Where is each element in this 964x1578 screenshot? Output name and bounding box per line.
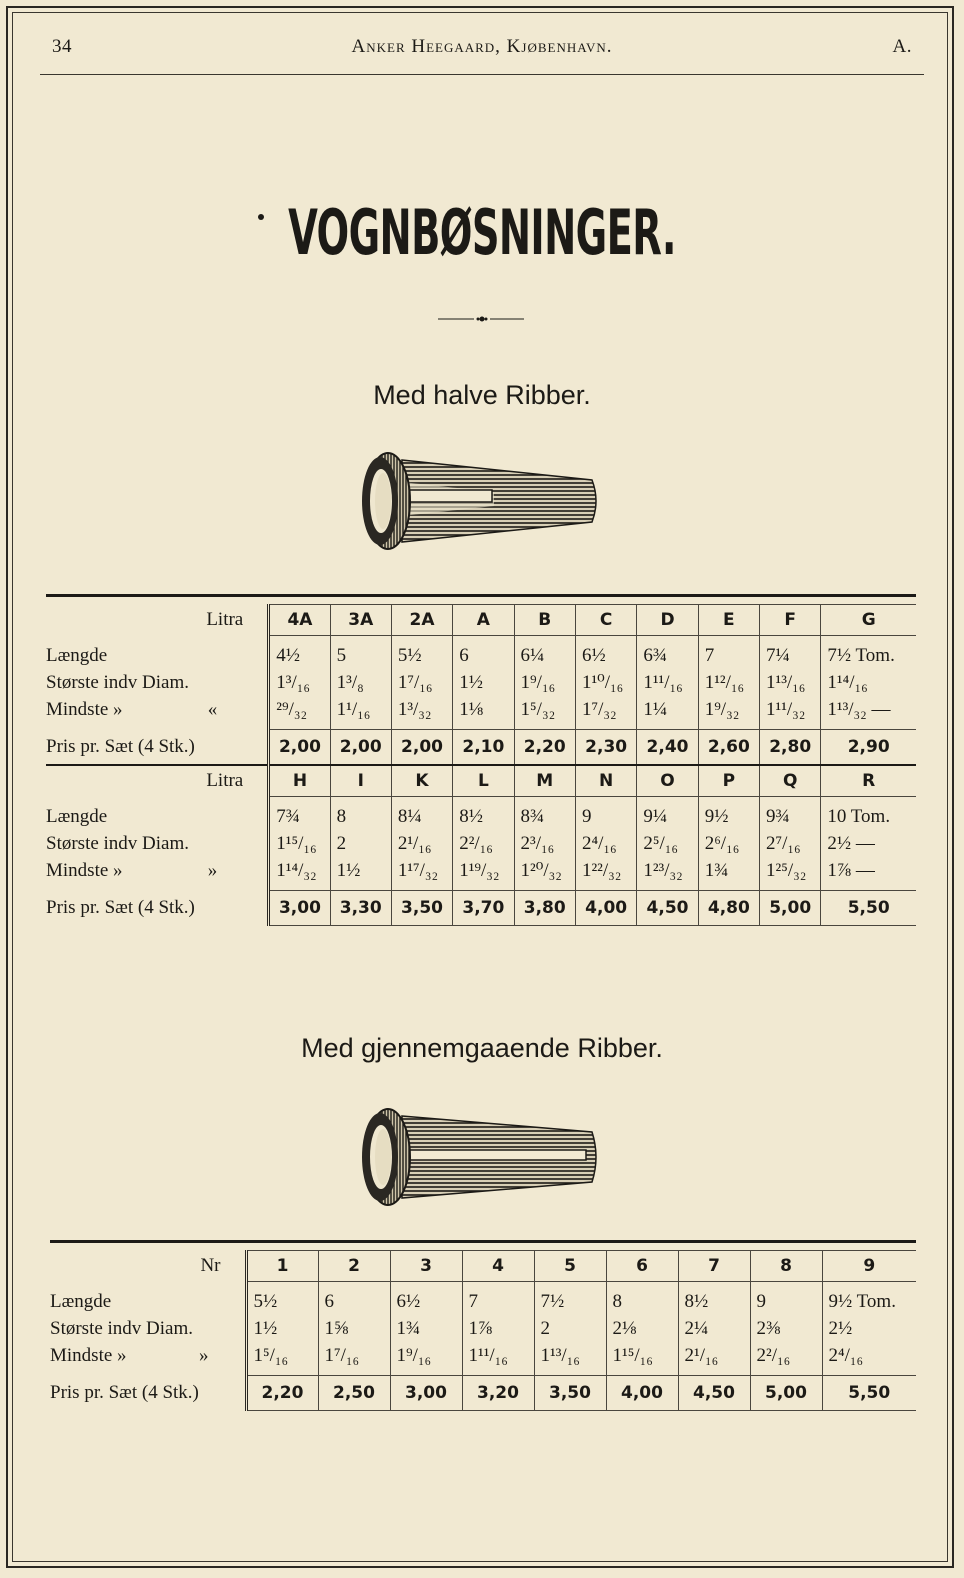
mindste-cell: 2²/₁₆ (750, 1342, 822, 1369)
laengde-cell: 8 (330, 803, 391, 830)
table-half-ribs (46, 604, 916, 926)
laengde-row (46, 642, 916, 669)
storste-row (46, 669, 916, 696)
litra-cell: B (514, 605, 575, 636)
row-label-mindste (46, 696, 269, 723)
laengde-cell: 9¼ (637, 803, 698, 830)
laengde-row (50, 1288, 916, 1315)
laengde-cell: 8½ (453, 803, 514, 830)
pris-cell: 2,50 (318, 1376, 390, 1411)
storste-cell: 1⅞ (462, 1315, 534, 1342)
mindste-row (46, 696, 916, 723)
storste-cell: 2⅛ (606, 1315, 678, 1342)
laengde-cell: 7 (462, 1288, 534, 1315)
storste-cell: 2½ (822, 1315, 916, 1342)
mindste-cell: 1²²/₃₂ (575, 857, 636, 884)
storste-cell: 2¼ (678, 1315, 750, 1342)
mindste-label-text: Mindste » (46, 698, 123, 720)
mindste-row (46, 857, 916, 884)
litra-cell: O (637, 765, 698, 797)
header-rule (40, 74, 924, 75)
pris-cell: 5,00 (750, 1376, 822, 1411)
litra-cell: H (269, 765, 330, 797)
storste-row (50, 1315, 916, 1342)
mindste-cell: 1¹⁹/₃₂ (453, 857, 514, 884)
laengde-cell: 9 (750, 1288, 822, 1315)
storste-cell: 1⁹/₁₆ (514, 669, 575, 696)
pris-cell: 3,80 (514, 891, 575, 926)
storste-cell: 2 (330, 830, 391, 857)
section1-title: Med halve Ribber. (373, 380, 591, 410)
mindste-label-mark: » (207, 859, 218, 881)
pris-cell: 2,30 (575, 730, 636, 766)
mindste-cell: 1⁷/₁₆ (318, 1342, 390, 1369)
pris-cell: 2,00 (330, 730, 391, 766)
mindste-label-mark: » (199, 1344, 209, 1366)
litra-cell: C (575, 605, 636, 636)
pris-cell: 2,20 (246, 1376, 318, 1411)
page-number: 34 (52, 36, 72, 57)
laengde-cell: 7 (698, 642, 759, 669)
laengde-cell: 5½ (246, 1288, 318, 1315)
laengde-cell: 7½ Tom. (821, 642, 916, 669)
laengde-cell: 9¾ (760, 803, 821, 830)
mindste-cell: 1¹¹/₁₆ (462, 1342, 534, 1369)
page-title: VOGNBØSNINGER. (288, 196, 676, 269)
litra-cell: E (698, 605, 759, 636)
storste-cell: 1⅝ (318, 1315, 390, 1342)
row-label-laengde: Længde (46, 644, 108, 666)
mindste-cell: 1¹³/₁₆ (534, 1342, 606, 1369)
table-full-ribs (50, 1250, 916, 1411)
laengde-cell: 7¾ (269, 803, 330, 830)
laengde-cell: 9½ (698, 803, 759, 830)
mindste-cell: 2⁴/₁₆ (822, 1342, 916, 1369)
mindste-cell: 1¼ (637, 696, 698, 723)
pris-cell: 5,50 (821, 891, 916, 926)
nr-cell: 2 (318, 1251, 390, 1282)
section2-title: Med gjennemgaaende Ribber. (301, 1033, 663, 1063)
litra-cell: D (637, 605, 698, 636)
storste-cell: 1¹⁰/₁₆ (575, 669, 636, 696)
row-label-laengde: Længde (50, 1290, 112, 1312)
pris-cell: 4,50 (637, 891, 698, 926)
storste-cell: 1¹⁴/₁₆ (821, 669, 916, 696)
row-label-nr: Nr (200, 1255, 221, 1276)
litra-cell: R (821, 765, 916, 797)
mindste-cell: 1²⁵/₃₂ (760, 857, 821, 884)
nr-cell: 4 (462, 1251, 534, 1282)
litra-cell: A (453, 605, 514, 636)
laengde-cell: 10 Tom. (821, 803, 916, 830)
nr-cell: 5 (534, 1251, 606, 1282)
pris-cell: 2,20 (514, 730, 575, 766)
storste-cell: 1½ (246, 1315, 318, 1342)
row-label-litra: Litra (46, 765, 269, 797)
pris-row (50, 1376, 916, 1411)
litra-row (46, 765, 916, 797)
mindste-cell: 1¹¹/₃₂ (760, 696, 821, 723)
pris-cell: 3,50 (391, 891, 452, 926)
mindste-cell: 1²³/₃₂ (637, 857, 698, 884)
laengde-cell: 5 (330, 642, 391, 669)
mindste-cell: 1⁹/₁₆ (390, 1342, 462, 1369)
row-label-pris: Pris pr. Sæt (4 Stk.) (46, 735, 195, 757)
pris-cell: 4,00 (606, 1376, 678, 1411)
litra-cell: 4A (269, 605, 330, 636)
pris-cell: 2,10 (453, 730, 514, 766)
storste-cell: 2 (534, 1315, 606, 1342)
laengde-cell: 6 (318, 1288, 390, 1315)
laengde-cell: 6½ (575, 642, 636, 669)
mindste-cell: 2¹/₁₆ (678, 1342, 750, 1369)
row-label-pris: Pris pr. Sæt (4 Stk.) (46, 897, 195, 918)
mindste-cell: 1¹⁴/₃₂ (269, 857, 330, 884)
storste-cell: 1¹³/₁₆ (760, 669, 821, 696)
laengde-cell: 5½ (391, 642, 452, 669)
storste-cell: 2⅜ (750, 1315, 822, 1342)
mindste-cell: 1⁵/₃₂ (514, 696, 575, 723)
storste-cell: 2⁵/₁₆ (637, 830, 698, 857)
litra-cell: 3A (330, 605, 391, 636)
table2-top-rule (50, 1240, 916, 1243)
nr-cell: 9 (822, 1251, 916, 1282)
litra-cell: 2A (391, 605, 452, 636)
pris-cell: 2,90 (821, 730, 916, 766)
pris-cell: 2,00 (391, 730, 452, 766)
mindste-cell: 1¹⁵/₁₆ (606, 1342, 678, 1369)
pris-cell: 4,50 (678, 1376, 750, 1411)
storste-cell: 2¹/₁₆ (391, 830, 452, 857)
row-label-mindste (50, 1342, 246, 1369)
storste-cell: 1³/₈ (330, 669, 391, 696)
pris-cell: 2,80 (760, 730, 821, 766)
mindste-cell: 1⅞ — (821, 857, 916, 884)
mindste-cell: 1¹⁷/₃₂ (391, 857, 452, 884)
storste-row (46, 830, 916, 857)
mindste-label-text: Mindste » (46, 859, 123, 881)
laengde-cell: 8 (606, 1288, 678, 1315)
laengde-cell: 6 (453, 642, 514, 669)
litra-row (46, 605, 916, 636)
laengde-cell: 7¼ (760, 642, 821, 669)
mindste-cell: 1²⁰/₃₂ (514, 857, 575, 884)
storste-cell: 1³/₁₆ (269, 669, 330, 696)
mindste-cell: 1¹/₁₆ (330, 696, 391, 723)
laengde-cell: 8½ (678, 1288, 750, 1315)
litra-cell: F (760, 605, 821, 636)
storste-cell: 2³/₁₆ (514, 830, 575, 857)
nr-cell: 1 (246, 1251, 318, 1282)
laengde-cell: 4½ (269, 642, 330, 669)
row-label-laengde: Længde (46, 805, 108, 827)
pris-cell: 3,30 (330, 891, 391, 926)
mindste-cell: 1¾ (698, 857, 759, 884)
pris-cell: 2,40 (637, 730, 698, 766)
laengde-cell: 9½ Tom. (822, 1288, 916, 1315)
nr-row (50, 1251, 916, 1282)
laengde-row (46, 803, 916, 830)
litra-cell: I (330, 765, 391, 797)
mindste-cell: 1¹³/₃₂ — (821, 696, 916, 723)
nr-cell: 3 (390, 1251, 462, 1282)
storste-cell: 2²/₁₆ (453, 830, 514, 857)
row-label-storste: Største indv Diam. (46, 832, 190, 854)
row-label-mindste (46, 857, 269, 884)
laengde-cell: 6¾ (637, 642, 698, 669)
mindste-cell: 1⅛ (453, 696, 514, 723)
mindste-row (50, 1342, 916, 1369)
table1-top-rule (46, 594, 916, 597)
storste-cell: 2⁷/₁₆ (760, 830, 821, 857)
mindste-cell: 1³/₃₂ (391, 696, 452, 723)
pris-cell: 3,00 (390, 1376, 462, 1411)
pris-cell: 5,50 (822, 1376, 916, 1411)
row-label-storste: Største indv Diam. (50, 1317, 194, 1339)
bushing-half-ribs-illustration (354, 446, 606, 556)
mindste-cell: 1⁵/₁₆ (246, 1342, 318, 1369)
laengde-cell: 8¼ (391, 803, 452, 830)
laengde-cell: 8¾ (514, 803, 575, 830)
mindste-label-text: Mindste » (50, 1344, 127, 1366)
pris-cell: 2,00 (269, 730, 330, 766)
litra-cell: N (575, 765, 636, 797)
mindste-cell: 1⁹/₃₂ (698, 696, 759, 723)
storste-cell: 1¾ (390, 1315, 462, 1342)
mindste-label-mark: « (207, 698, 218, 720)
section-letter: A. (892, 36, 912, 57)
storste-cell: 2⁶/₁₆ (698, 830, 759, 857)
storste-cell: 1⁷/₁₆ (391, 669, 452, 696)
laengde-cell: 9 (575, 803, 636, 830)
litra-cell: M (514, 765, 575, 797)
pris-cell: 5,00 (760, 891, 821, 926)
nr-cell: 6 (606, 1251, 678, 1282)
storste-cell: 1½ (453, 669, 514, 696)
pris-cell: 3,20 (462, 1376, 534, 1411)
nr-cell: 7 (678, 1251, 750, 1282)
storste-cell: 1¹¹/₁₆ (637, 669, 698, 696)
pris-cell: 4,80 (698, 891, 759, 926)
row-label-pris: Pris pr. Sæt (4 Stk.) (50, 1382, 199, 1403)
publisher-header: Anker Heegaard, Kjøbenhavn. (351, 36, 613, 57)
bushing-full-ribs-illustration (354, 1102, 606, 1212)
storste-cell: 2⁴/₁₆ (575, 830, 636, 857)
pris-row (46, 730, 916, 766)
row-label-litra: Litra (206, 609, 244, 630)
litra-cell: G (821, 605, 916, 636)
litra-cell: P (698, 765, 759, 797)
mindste-cell: 1½ (330, 857, 391, 884)
pris-cell: 4,00 (575, 891, 636, 926)
row-label-storste: Største indv Diam. (46, 671, 190, 693)
litra-cell: K (391, 765, 452, 797)
litra-cell: Q (760, 765, 821, 797)
laengde-cell: 7½ (534, 1288, 606, 1315)
pris-cell: 2,60 (698, 730, 759, 766)
mindste-cell: ²⁹/₃₂ (269, 696, 330, 723)
litra-cell: L (453, 765, 514, 797)
mindste-cell: 1⁷/₃₂ (575, 696, 636, 723)
storste-cell: 2½ — (821, 830, 916, 857)
nr-cell: 8 (750, 1251, 822, 1282)
laengde-cell: 6¼ (514, 642, 575, 669)
pris-cell: 3,70 (453, 891, 514, 926)
pris-cell: 3,50 (534, 1376, 606, 1411)
laengde-cell: 6½ (390, 1288, 462, 1315)
pris-row (46, 891, 916, 926)
storste-cell: 1¹⁵/₁₆ (269, 830, 330, 857)
title-ornament (438, 312, 524, 326)
storste-cell: 1¹²/₁₆ (698, 669, 759, 696)
pris-cell: 3,00 (269, 891, 330, 926)
